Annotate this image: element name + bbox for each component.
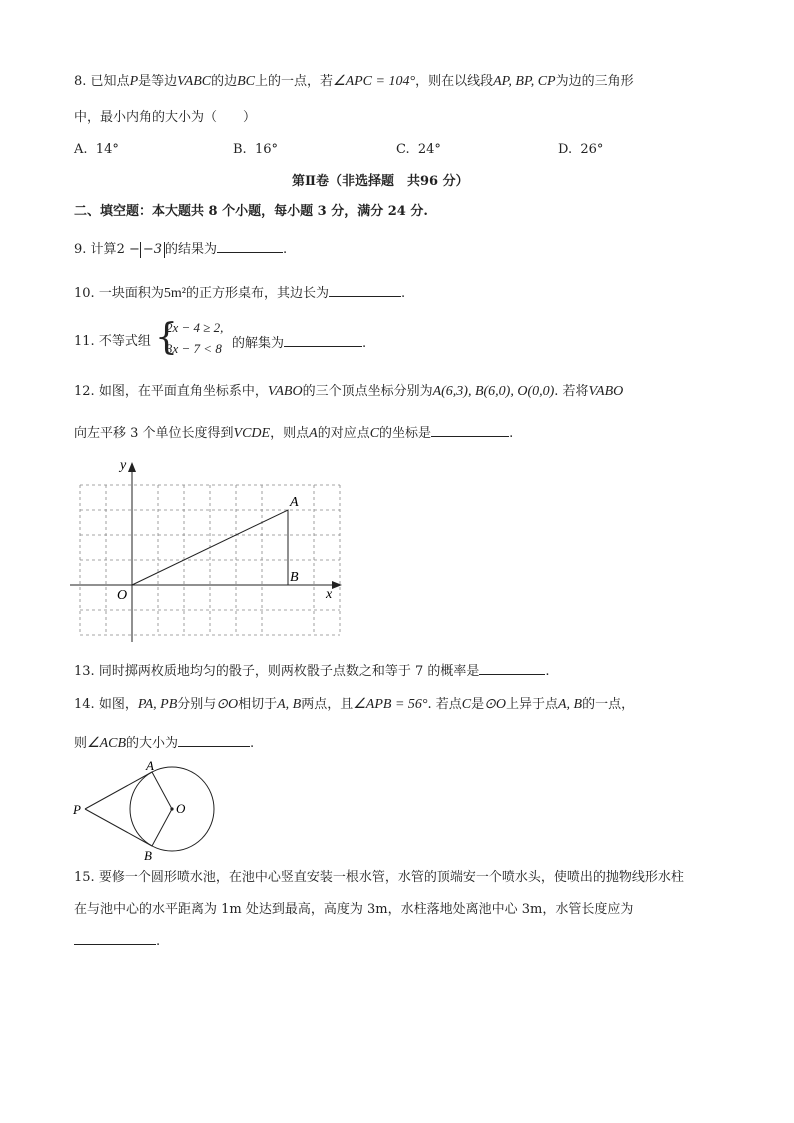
question-9: 9. 计算2 − −3 的结果为 .	[74, 242, 288, 257]
question-15-line-2: 在与池中心的水平距离为 1m 处达到最高，高度为 3m，水柱落地处离池中心 3m，水管长度应为	[74, 902, 634, 917]
center-dot	[170, 807, 173, 810]
point-b-label: B	[144, 848, 152, 863]
system-brace: {	[155, 317, 178, 358]
coordinate-figure	[60, 450, 360, 650]
question-12-line-1: 12. 如图，在平面直角坐标系中，VABO的三个顶点坐标分别为A(6,3), B(6,0), O(0,0). 若将VABO	[74, 384, 624, 399]
option-d: D. 26°	[558, 142, 604, 157]
tangent-pb	[85, 809, 152, 846]
y-axis-label: y	[120, 458, 127, 473]
section-heading: 二、填空题：本大题共 8 个小题，每小题 3 分，满分 24 分.	[74, 204, 428, 219]
answer-blank-9[interactable]	[217, 240, 283, 253]
option-c: C. 24°	[396, 142, 441, 157]
question-12-line-2: 向左平移 3 个单位长度得到VCDE，则点A的对应点C的坐标是 .	[74, 426, 514, 441]
option-b: B. 16°	[233, 142, 278, 157]
inequality-2: 3x − 7 < 8	[166, 341, 222, 356]
point-a-label: A	[146, 758, 154, 773]
question-10: 10. 一块面积为5m²的正方形桌布，其边长为 .	[74, 286, 406, 301]
point-b-label: B	[290, 570, 299, 585]
question-8-line-1: 8. 已知点P是等边VABC的边BC上的一点，若∠APC = 104°，则在以线段AP, BP, CP为边的三角形	[74, 74, 634, 89]
answer-blank-11[interactable]	[284, 334, 362, 347]
answer-blank-13[interactable]	[479, 662, 545, 675]
radius-ob	[152, 809, 172, 846]
radius-oa	[152, 772, 172, 809]
grid	[80, 485, 340, 635]
point-p-label: P	[73, 802, 81, 817]
question-8-line-2: 中，最小内角的大小为（ ）	[74, 110, 257, 125]
tangent-circle-figure	[68, 758, 228, 868]
question-14-line-1: 14. 如图，PA, PB分别与⊙O相切于A, B两点，且∠APB = 56°. 若点C是⊙O上异于点A, B的一点，	[74, 697, 635, 712]
answer-blank-14[interactable]	[178, 734, 250, 747]
x-axis-arrow	[332, 581, 342, 589]
answer-blank-10[interactable]	[329, 284, 401, 297]
inequality-1: 2x − 4 ≥ 2,	[166, 320, 224, 335]
question-13: 13. 同时掷两枚质地均匀的骰子，则两枚骰子点数之和等于 7 的概率是 .	[74, 664, 550, 679]
origin-label: O	[117, 588, 128, 603]
question-15-line-3: .	[74, 932, 160, 950]
question-14-line-2: 则∠ACB的大小为 .	[74, 736, 255, 751]
y-axis-arrow	[128, 462, 136, 472]
tangent-pa	[85, 772, 152, 809]
option-a: A. 14°	[74, 142, 119, 157]
point-o-label: O	[176, 801, 186, 816]
question-15-line-1: 15. 要修一个圆形喷水池，在池中心竖直安装一根水管，水管的顶端安一个喷水头，使喷出的抛物线形水柱	[74, 870, 684, 885]
answer-blank-12[interactable]	[431, 424, 509, 437]
section-title: 第Ⅱ卷（非选择题 共96 分）	[292, 174, 469, 189]
x-axis-label: x	[326, 587, 333, 602]
point-a-label: A	[290, 495, 299, 510]
absolute-value: −3	[140, 242, 165, 258]
answer-blank-15[interactable]	[74, 932, 156, 945]
